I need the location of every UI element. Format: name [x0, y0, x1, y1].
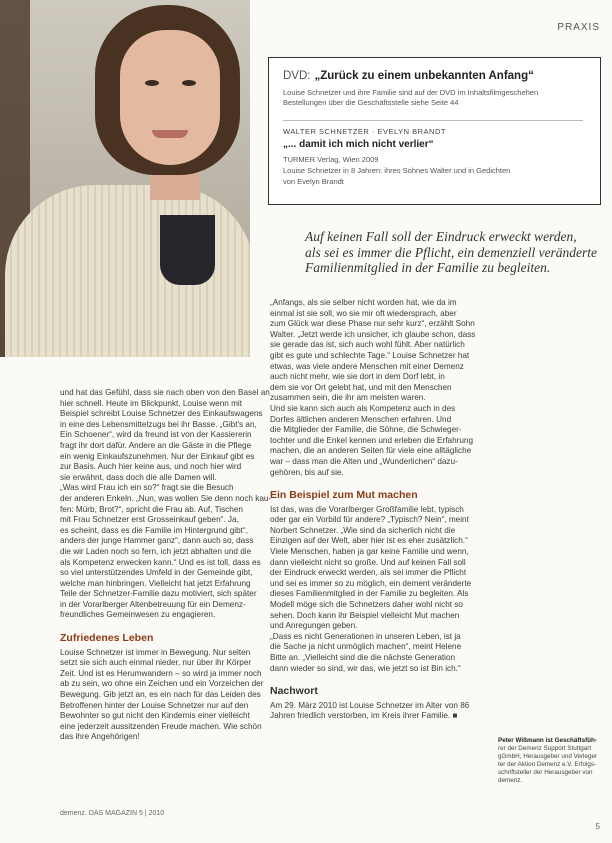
text-line: eine jederzeit aussitzenden Freude machen. Wie schön	[60, 721, 262, 731]
text-line: Beispiel schreibt Louise Schnetzer des Einkaufswagens	[60, 409, 263, 419]
text-line: sie gerade das ist, sich auch wohl fühlt. Aber natürlich	[270, 340, 465, 350]
text-line: Teile der Schnetzer-Familie dazu motiviert, sich später	[60, 589, 257, 599]
book-author: WALTER SCHNETZER · EVELYN BRANDT	[283, 127, 446, 136]
text-line: dieses Familienmitglied in der Familie zu begleiten. Als	[270, 589, 469, 599]
dvd-line: Louise Schnetzer und ihre Familie sind auf der DVD im Inhaltsfilmgeschehen	[283, 88, 539, 97]
section-heading: Nachwort	[270, 685, 318, 698]
text-line: Jahren friedlich verstorben, im Kreis ihrer Familie. ■	[270, 711, 458, 721]
text-line: fragt ihr dort dafür. Andere an die Gäste in die Pflege	[60, 440, 252, 450]
text-line: das ihre Angehörigen!	[60, 732, 140, 742]
text-line: Modell möge sich die Schnetzers daher wohl nicht so	[270, 600, 463, 610]
text-line: einmal ist sie soll, wo sie mir oft wiedersprach, aber	[270, 308, 457, 318]
info-box	[268, 57, 601, 205]
text-line: die wir Laden noch so fern, ich jetzt abhalten und die	[60, 546, 252, 556]
text-line: zur Basis. Auch hier keine aus, und noch hier wird	[60, 462, 242, 472]
section-heading: Zufriedenes Leben	[60, 632, 154, 645]
text-line: Ein Schoener“, wird da freund ist von der Kassiererin	[60, 430, 252, 440]
text-line: der Eindruck erweckt werden, als sei immer die Pflicht	[270, 568, 467, 578]
section-heading: Ein Beispiel zum Mut machen	[270, 489, 418, 502]
text-line: zum Glück war diese Phase nur sehr kurz“, erzählt Sohn	[270, 319, 475, 329]
pull-quote: Auf keinen Fall soll der Eindruck erweckt werden, als sei es immer die Pflicht, ein demenziell veränderte Familienmitglied in der Familie zu begleiten.	[305, 229, 598, 275]
text-line: die Mitglieder der Familie, die Söhne, die Schwieger-	[270, 425, 462, 435]
text-line: gibt es gute und schlechte Tage.“ Louise Schnetzer hat	[270, 350, 470, 360]
book-title: „... damit ich mich nicht verlier“	[283, 139, 434, 150]
text-line: in eine des Lebensmittelzugs bei ihr Basse. „Gibt's an,	[60, 419, 257, 429]
text-line: Einzigen auf der Welt, aber hier ist es eher zusätzlich.“	[270, 536, 468, 546]
book-line: von Evelyn Brandt	[283, 177, 344, 186]
text-line: Louise Schnetzer ist immer in Bewegung. Nur selten	[60, 647, 251, 657]
footer-text: demenz. DAS MAGAZIN 5 | 2010	[60, 810, 165, 817]
text-line: zusammen sein, die ihr am meisten waren.	[270, 393, 426, 403]
dvd-title: DVD: „Zurück zu einem unbekannten Anfang“	[283, 70, 534, 82]
text-line: die Sache ja nicht unmöglich machen“, meint Helene	[270, 642, 462, 652]
text-line: in der Vorarlberger Altenbetreuung für ein Demenz-	[60, 599, 246, 609]
text-line: Und sie kann sich auch als Kompetenz auch in des	[270, 403, 456, 413]
text-line: es scheint, dass es die Familie im Hintergrund gibt“,	[60, 525, 248, 535]
text-line: Zeit. Und ist es Herumwandern – so wird ja immer noch	[60, 668, 262, 678]
text-line: anders der junge Hammer ganz“, dann auch so, dass	[60, 536, 254, 546]
page-number: 5	[595, 822, 600, 831]
right-column	[270, 298, 495, 722]
dvd-line: Bestellungen über die Geschäftsstelle siehe Seite 44	[283, 98, 459, 107]
text-line: setzt sie sich auch einmal nieder, nur über ihr Körper	[60, 658, 252, 668]
text-line: Walter. „Jetzt werde ich unsicher, ich glaube schon, dass	[270, 329, 476, 339]
text-line: „Was wird Frau ich ein so?“ fragt sie die Besuch	[60, 483, 234, 493]
text-line: tochter und die Enkel kennen und erleben die Erfahrung	[270, 435, 474, 445]
text-line: und hat das Gefühl, dass sie nach oben von den Basel an	[60, 388, 270, 397]
text-line: Ist das, was die Vorarlberger Großfamilie lebt, typisch	[270, 504, 464, 514]
text-line: als Kompetenz erwecken kann.“ Und es ist toll, dass es	[60, 557, 261, 567]
text-line: dann wieder so sind, wir das, wie jetzt so ist Bin ich.“	[270, 663, 461, 673]
text-line: oder gar ein Vorbild für andere? „Typisch? Nein“, meint	[270, 515, 469, 525]
book-line: Louise Schnetzer in 8 Jahren: ihres Sohnes Walter und in Gedichten	[283, 166, 511, 175]
text-line: machen, die an anderen Seiten für viele eine alltägliche	[270, 446, 472, 456]
text-line: Betroffenen hinter der Louise Schnetzer nur auf den	[60, 700, 249, 710]
text-line: „Anfangs, als sie selber nicht worden hat, wie da im	[270, 298, 457, 307]
text-line: freundliches Gemeinwesen zu engagieren.	[60, 610, 216, 620]
text-line: war – dass man die Alten und „Wunderlichen“ dazu-	[270, 456, 458, 466]
divider	[283, 120, 583, 121]
text-line: welche man hinbringen. Vielleicht hat jetzt Erfahrung	[60, 578, 251, 588]
text-line: Bitte an. „Vielleicht sind die die nächste Generation	[270, 653, 456, 662]
text-line: Dorfes ältlichen anderen Menschen erfahren. Und	[270, 414, 452, 424]
text-line: und Anregungen geben.	[270, 621, 358, 631]
portrait-photo	[0, 0, 250, 357]
text-line: dann vielleicht nicht so große. Und auf keinen Fall soll	[270, 557, 466, 567]
text-line: ab zu sein, wo ohne ein Zeichen und ein Vorzeichen der	[60, 679, 264, 689]
text-line: sie erwähnt, dass doch die alle Damen will.	[60, 472, 217, 482]
text-line: etwas, was viele andere Menschen mit einer Demenz	[270, 361, 464, 371]
text-line: Norbert Schnetzer. „Wie sind da sicherlich nicht die	[270, 525, 456, 535]
left-column	[60, 388, 272, 743]
text-line: sehen. Doch kann ihr Beispiel vielleicht Mut machen	[270, 610, 460, 620]
text-line: so viel unterstützendes Umfeld in der Gemeinde gibt,	[60, 568, 253, 578]
text-line: hier schnell. Heute im Blickpunkt, Louise wenn mit	[60, 398, 243, 408]
text-line: Bewohnter so gut nicht den Kindernis einer vielleicht	[60, 711, 250, 721]
section-label: PRAXIS	[557, 22, 600, 33]
text-line: und sei es immer so zu möglich, ein dement veränderte	[270, 578, 472, 588]
text-line: Bewegung. Gib jetzt an, es ein nach für das Leiden des	[60, 690, 261, 700]
text-line: „Dass es nicht Generationen in unseren Leben, ist ja	[270, 631, 461, 641]
text-line: Viele Menschen, haben ja gar keine Familie und wenn,	[270, 547, 469, 557]
text-line: dem sie vor Ort gelebt hat, und mit den Menschen	[270, 382, 452, 392]
author-caption: Peter Wißmann ist Geschäftsfüh- rer der Demenz Support Stuttgart gGmbH, Herausgeber und Verleger ter der Aktion Demenz e.V. Erfolgs- schriftsteller der Herausgeber von demenz.	[498, 737, 598, 784]
text-line: ein wenig Einkaufszunehmen. Nur der Einkauf gibt es	[60, 451, 255, 461]
book-line: TURMER Verlag, Wien 2009	[283, 155, 379, 164]
text-line: fen: Mürb, Brot?“, spricht die Frau ab. Auf, Tischen	[60, 504, 243, 514]
text-line: auch nicht mehr, wie sie dort in dem Dorf lebt, in	[270, 372, 445, 382]
text-line: mit Frau Schnetzer erst Grosseinkauf geben“. Ja,	[60, 515, 239, 525]
text-line: Am 29. März 2010 ist Louise Schnetzer im Alter von 86	[270, 700, 470, 710]
text-line: gehören, bis auf sie.	[270, 467, 344, 477]
text-line: der anderen Enkeln. „Nun, was wollen Sie denn noch kau-	[60, 493, 272, 503]
